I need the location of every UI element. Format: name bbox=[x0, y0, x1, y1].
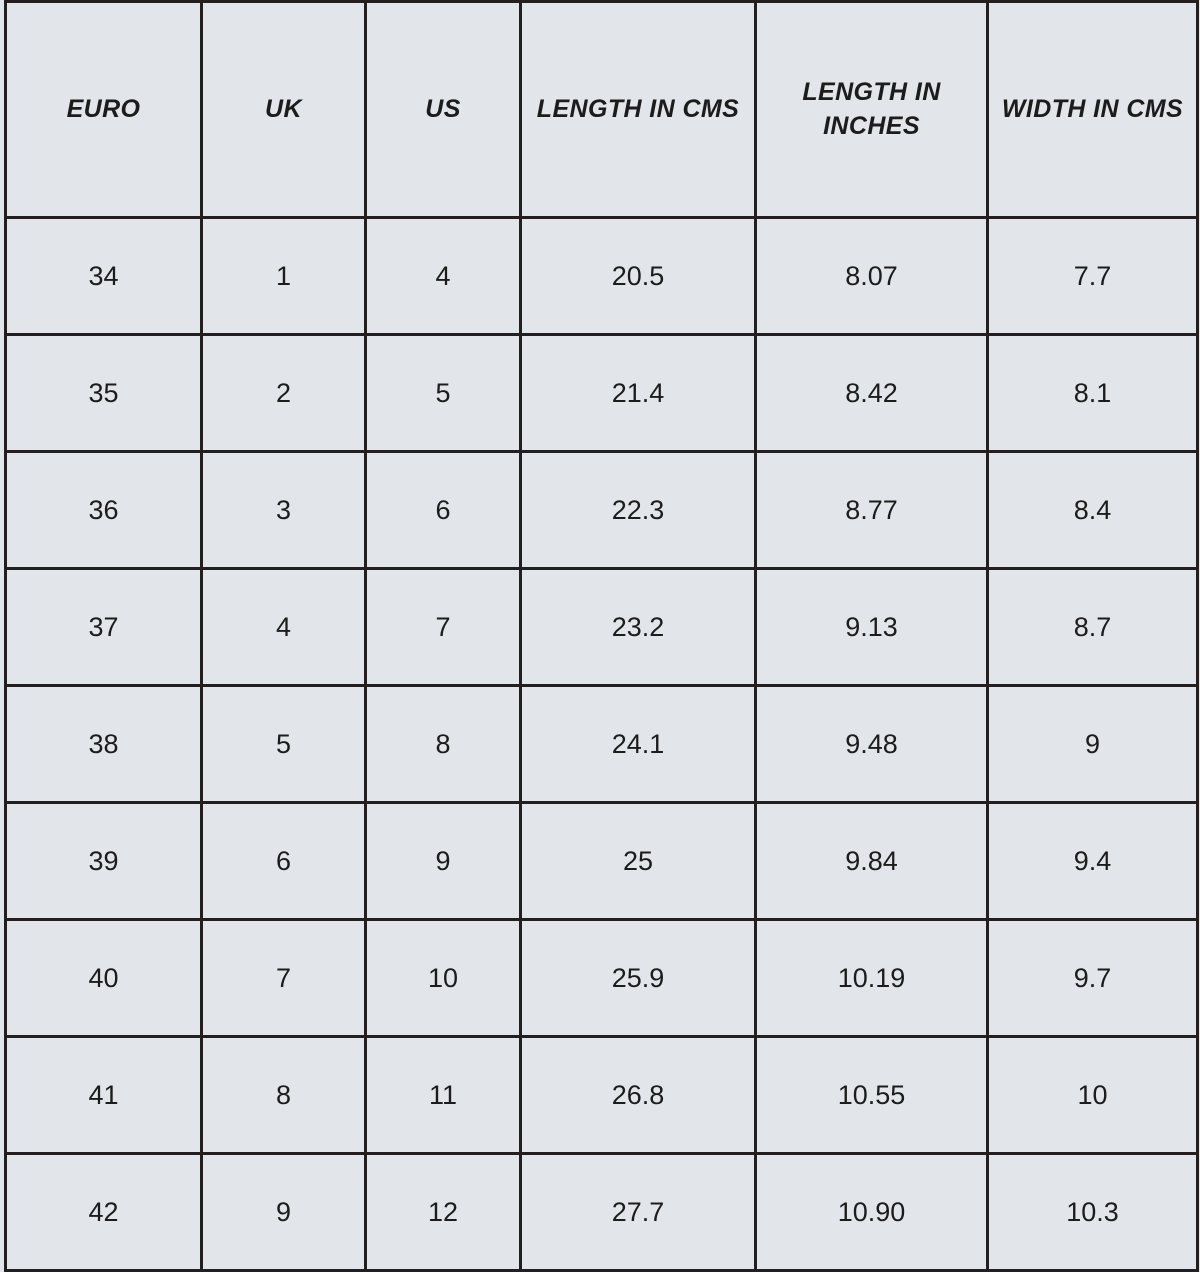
cell-length-cms: 25.9 bbox=[521, 920, 756, 1037]
cell-euro: 37 bbox=[6, 569, 202, 686]
cell-length-inches: 8.42 bbox=[756, 335, 988, 452]
cell-uk: 1 bbox=[202, 218, 366, 335]
cell-us: 7 bbox=[366, 569, 521, 686]
table-row bbox=[6, 920, 1198, 1037]
size-conversion-table bbox=[4, 0, 1199, 1272]
column-header-uk: UK bbox=[202, 2, 366, 218]
cell-us: 4 bbox=[366, 218, 521, 335]
column-header-length-cms: LENGTH IN CMS bbox=[521, 2, 756, 218]
cell-euro: 42 bbox=[6, 1154, 202, 1271]
table-row bbox=[6, 218, 1198, 335]
cell-euro: 39 bbox=[6, 803, 202, 920]
cell-width-cms: 9.4 bbox=[988, 803, 1198, 920]
cell-width-cms: 10.3 bbox=[988, 1154, 1198, 1271]
table-row bbox=[6, 1037, 1198, 1154]
cell-uk: 2 bbox=[202, 335, 366, 452]
cell-us: 6 bbox=[366, 452, 521, 569]
cell-width-cms: 7.7 bbox=[988, 218, 1198, 335]
cell-us: 9 bbox=[366, 803, 521, 920]
cell-length-cms: 25 bbox=[521, 803, 756, 920]
cell-uk: 9 bbox=[202, 1154, 366, 1271]
column-header-euro: EURO bbox=[6, 2, 202, 218]
table-row bbox=[6, 686, 1198, 803]
cell-length-inches: 8.77 bbox=[756, 452, 988, 569]
cell-euro: 41 bbox=[6, 1037, 202, 1154]
column-header-us: US bbox=[366, 2, 521, 218]
cell-euro: 35 bbox=[6, 335, 202, 452]
cell-length-inches: 10.55 bbox=[756, 1037, 988, 1154]
cell-width-cms: 9.7 bbox=[988, 920, 1198, 1037]
cell-us: 10 bbox=[366, 920, 521, 1037]
cell-us: 8 bbox=[366, 686, 521, 803]
cell-length-cms: 27.7 bbox=[521, 1154, 756, 1271]
cell-width-cms: 8.4 bbox=[988, 452, 1198, 569]
column-header-length-inches: LENGTH IN INCHES bbox=[756, 2, 988, 218]
table-row bbox=[6, 335, 1198, 452]
cell-length-inches: 9.48 bbox=[756, 686, 988, 803]
table-row bbox=[6, 803, 1198, 920]
cell-uk: 8 bbox=[202, 1037, 366, 1154]
cell-width-cms: 8.7 bbox=[988, 569, 1198, 686]
cell-length-inches: 10.19 bbox=[756, 920, 988, 1037]
cell-uk: 4 bbox=[202, 569, 366, 686]
cell-euro: 36 bbox=[6, 452, 202, 569]
cell-length-cms: 22.3 bbox=[521, 452, 756, 569]
header-row bbox=[6, 2, 1198, 218]
table-row bbox=[6, 1154, 1198, 1271]
cell-uk: 5 bbox=[202, 686, 366, 803]
cell-length-cms: 24.1 bbox=[521, 686, 756, 803]
cell-length-inches: 9.13 bbox=[756, 569, 988, 686]
cell-length-inches: 8.07 bbox=[756, 218, 988, 335]
cell-us: 11 bbox=[366, 1037, 521, 1154]
table-row bbox=[6, 452, 1198, 569]
cell-length-cms: 21.4 bbox=[521, 335, 756, 452]
cell-uk: 3 bbox=[202, 452, 366, 569]
cell-uk: 7 bbox=[202, 920, 366, 1037]
cell-length-cms: 23.2 bbox=[521, 569, 756, 686]
cell-uk: 6 bbox=[202, 803, 366, 920]
cell-us: 5 bbox=[366, 335, 521, 452]
cell-width-cms: 9 bbox=[988, 686, 1198, 803]
cell-length-inches: 9.84 bbox=[756, 803, 988, 920]
cell-length-inches: 10.90 bbox=[756, 1154, 988, 1271]
cell-euro: 34 bbox=[6, 218, 202, 335]
cell-width-cms: 10 bbox=[988, 1037, 1198, 1154]
cell-euro: 40 bbox=[6, 920, 202, 1037]
cell-width-cms: 8.1 bbox=[988, 335, 1198, 452]
cell-us: 12 bbox=[366, 1154, 521, 1271]
column-header-width-cms: WIDTH IN CMS bbox=[988, 2, 1198, 218]
table-body bbox=[6, 218, 1198, 1271]
cell-length-cms: 26.8 bbox=[521, 1037, 756, 1154]
table-row bbox=[6, 569, 1198, 686]
cell-length-cms: 20.5 bbox=[521, 218, 756, 335]
table-header bbox=[6, 2, 1198, 218]
cell-euro: 38 bbox=[6, 686, 202, 803]
